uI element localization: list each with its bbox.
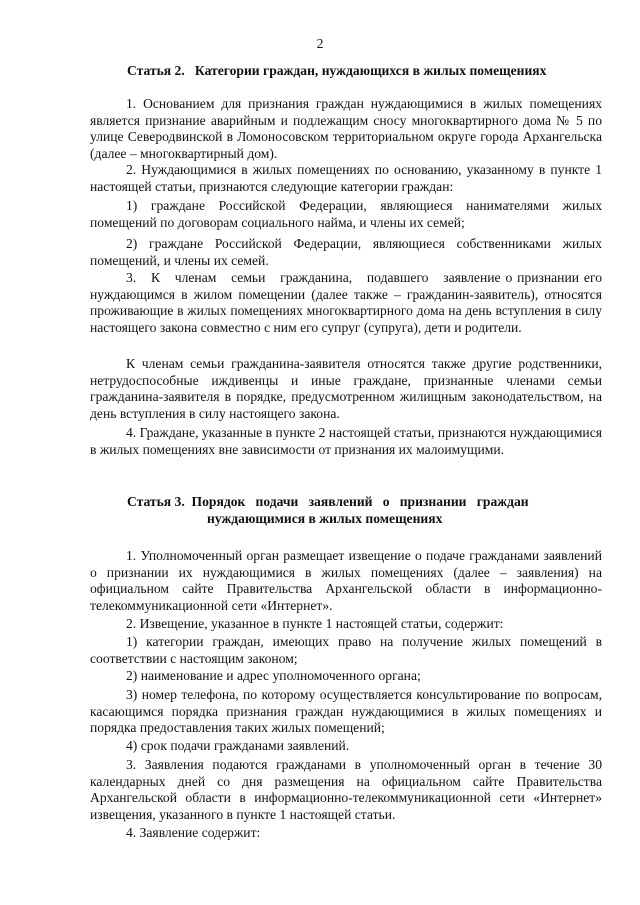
article-3-paragraph-1: 1. Уполномоченный орган размещает извещение о подаче гражданами заявлений о признании их нуждающимися в жилых помещениях (далее – заявления) на официальном сайте Правительства Архангельской области в информационно-телекоммуникационной сети «Интернет». [90, 548, 602, 613]
page-number: 2 [316, 36, 324, 51]
article-3-item-2: 2) наименование и адрес уполномоченного органа; [126, 668, 421, 683]
article-2-paragraph-3-continued: К членам семьи гражданина-заявителя относятся также другие родственники, нетрудоспособные иждивенцы и иные граждане, признанные членами семьи гражданина-заявителя в порядке, предусмотренном жилищным законодательством, на день вступления в силу настоящего закона. [90, 356, 602, 421]
article-3-paragraph-4: 4. Заявление содержит: [126, 825, 261, 840]
article-2-paragraph-1: 1. Основанием для признания граждан нуждающимися в жилых помещениях является признание аварийным и подлежащим сносу многоквартирного дома № 5 по улице Северодвинской в Ломоносовском территориальном округе города Архангельска (далее – многоквартирный дом). [90, 96, 602, 161]
article-3-item-4: 4) срок подачи гражданами заявлений. [126, 738, 350, 753]
article-2-paragraph-4: 4. Граждане, указанные в пункте 2 настоящей статьи, признаются нуждающимися в жилых помещениях вне зависимости от признания их малоимущими. [90, 425, 602, 457]
article-3-item-3: 3) номер телефона, по которому осуществляется консультирование по вопросам, касающимся порядка признания граждан нуждающимися в жилых помещениях и порядка предоставления таких жилых помещений; [90, 687, 602, 736]
article-2-paragraph-2: 2. Нуждающимися в жилых помещениях по основанию, указанному в пункте 1 настоящей статьи, признаются следующие категории граждан: [90, 162, 602, 194]
article-3-paragraph-2: 2. Извещение, указанное в пункте 1 настоящей статьи, содержит: [126, 616, 504, 631]
article-2-heading: Статья 2. Категории граждан, нуждающихся в жилых помещениях [127, 63, 547, 78]
article-2-paragraph-3: 3. К членам семьи гражданина, подавшего заявление о признании его нуждающимся в жилом помещении (далее также – гражданин-заявитель), относятся проживающие в жилых помещениях многоквартирного дома на день вступления в силу настоящего закона совместно с ним его супруг (супруга), дети и родители. [90, 270, 606, 335]
article-2-item-1: 1) граждане Российской Федерации, являющиеся нанимателями жилых помещений по договорам социального найма, и члены их семей; [90, 198, 602, 230]
article-2-item-2: 2) граждане Российской Федерации, являющиеся собственниками жилых помещений, и члены их семей. [90, 236, 602, 268]
article-3-item-1: 1) категории граждан, имеющих право на получение жилых помещений в соответствии с настоящим законом; [90, 634, 602, 666]
article-3-heading-line-2: нуждающимися в жилых помещениях [207, 511, 443, 526]
article-3-paragraph-3: 3. Заявления подаются гражданами в уполномоченный орган в течение 30 календарных дней со дня размещения на официальном сайте Правительства Архангельской области в информационно-телекоммуникационной сети «Интернет» извещения, указанного в пункте 1 настоящей статьи. [90, 757, 602, 822]
article-3-heading-line-1: Статья 3. Порядок подачи заявлений о признании граждан [127, 494, 529, 509]
